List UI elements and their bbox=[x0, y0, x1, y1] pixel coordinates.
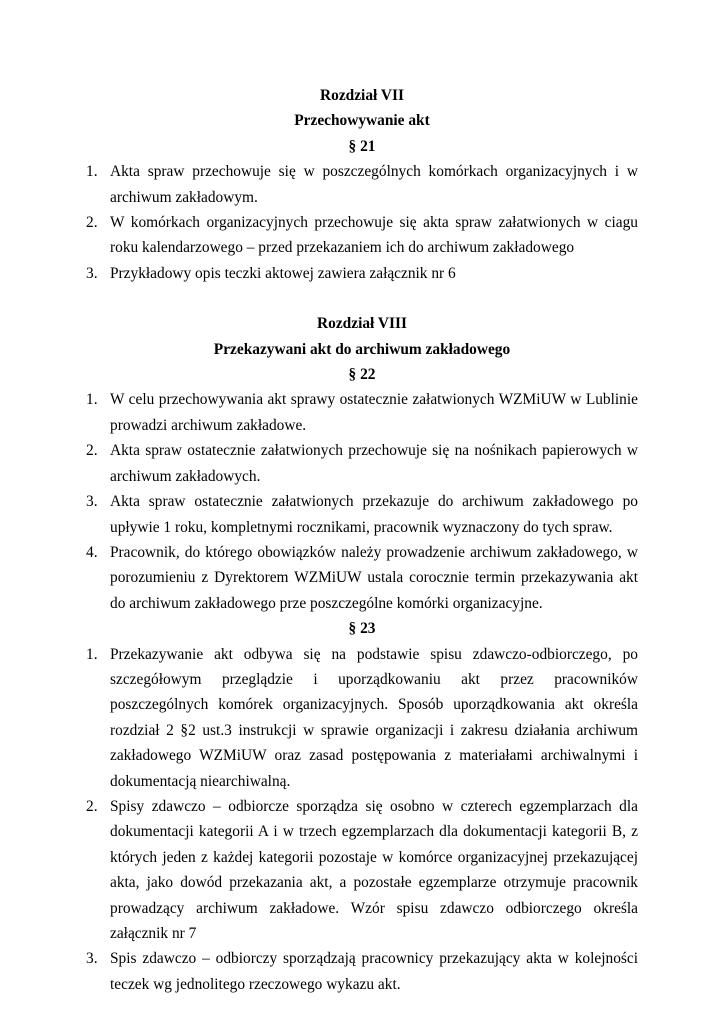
item-text: Spisy zdawczo – odbiorcze sporządza się osobno w czterech egzemplarzach dla dokumentacji kategorii A i w trzech egzemplarzach dla dokumentacji kategorii B, z których jeden z każdej kategorii pozostaje w komórce organizacyjnej przekazującej akta, jako dowód przekazania akt, a pozostałe egzemplarze otrzymuje pracownik prowadzący archiwum zakładowe. Wzór spisu zdawczo odbiorczego określa załącznik nr 7 bbox=[110, 797, 638, 942]
spacer bbox=[86, 286, 638, 311]
chapter-subtitle: Przechowywanie akt bbox=[294, 112, 430, 130]
item-text: Akta spraw ostatecznie załatwionych przechowuje się na nośnikach papierowych w archiwum zakładowych. bbox=[110, 442, 638, 485]
list-item bbox=[86, 540, 638, 616]
item-number: 3. bbox=[86, 950, 98, 968]
item-text: W celu przechowywania akt sprawy ostatecznie załatwionych WZMiUW w Lublinie prowadzi archiwum zakładowe. bbox=[110, 391, 638, 434]
item-number: 1. bbox=[86, 163, 98, 181]
chapter-title: Rozdział VIII bbox=[317, 315, 407, 333]
item-text: Pracownik, do którego obowiązków należy prowadzenie archiwum zakładowego, w porozumieniu z Dyrektorem WZMiUW ustala corocznie termin przekazywania akt do archiwum zakładowego prze poszczególne komórki organizacyjne. bbox=[110, 543, 638, 612]
list-item bbox=[86, 159, 638, 210]
chapter-title: Rozdział VII bbox=[320, 87, 404, 104]
numbered-list bbox=[86, 387, 638, 616]
item-text: Przekazywanie akt odbywa się na podstawie spisu zdawczo-odbiorczego, po szczegółowym przeglądzie i uporządkowaniu akt przez pracowników poszczególnych komórek organizacyjnych. Sposób uporządkowania akt określa rozdział 2 §2 ust.3 instrukcji w sprawie organizacji i zakresu działania archiwum zakładowego WZMiUW oraz zasad postępowania z materiałami archiwalnymi i dokumentacją niearchiwalną. bbox=[110, 645, 638, 790]
section-symbol: § 23 bbox=[348, 620, 376, 638]
numbered-list bbox=[86, 642, 638, 998]
list-item bbox=[86, 387, 638, 438]
item-text: Spis zdawczo – odbiorczy sporządzają pracownicy przekazujący akta w kolejności teczek wg jednolitego rzeczowego wykazu akt. bbox=[110, 950, 638, 993]
item-number: 4. bbox=[86, 543, 98, 561]
list-item bbox=[86, 261, 638, 286]
item-text: W komórkach organizacyjnych przechowuje się akta spraw załatwionych w ciagu roku kalendarzowego – przed przekazaniem ich do archiwum zakładowego bbox=[110, 214, 638, 257]
item-number: 3. bbox=[86, 493, 98, 511]
numbered-list bbox=[86, 159, 638, 286]
item-number: 2. bbox=[86, 442, 98, 460]
section-symbol: § 22 bbox=[348, 366, 376, 384]
list-item bbox=[86, 489, 638, 540]
item-number: 2. bbox=[86, 797, 98, 815]
list-item bbox=[86, 210, 638, 261]
item-number: 1. bbox=[86, 645, 98, 663]
list-item bbox=[86, 438, 638, 489]
list-item bbox=[86, 642, 638, 794]
chapter-subtitle: Przekazywani akt do archiwum zakładowego bbox=[213, 340, 511, 358]
item-text: Akta spraw ostatecznie załatwionych przekazuje do archiwum zakładowego po upływie 1 roku, kompletnymi rocznikami, pracownik wyznaczony do tych spraw. bbox=[110, 493, 638, 536]
list-item bbox=[86, 946, 638, 997]
item-number: 3. bbox=[86, 264, 98, 282]
item-number: 2. bbox=[86, 214, 98, 232]
item-number: 1. bbox=[86, 391, 98, 409]
item-text: Przykładowy opis teczki aktowej zawiera załącznik nr 6 bbox=[110, 264, 456, 282]
section-symbol: § 21 bbox=[348, 137, 376, 155]
item-text: Akta spraw przechowuje się w poszczególnych komórkach organizacyjnych i w archiwum zakładowym. bbox=[110, 163, 638, 206]
list-item bbox=[86, 794, 638, 946]
